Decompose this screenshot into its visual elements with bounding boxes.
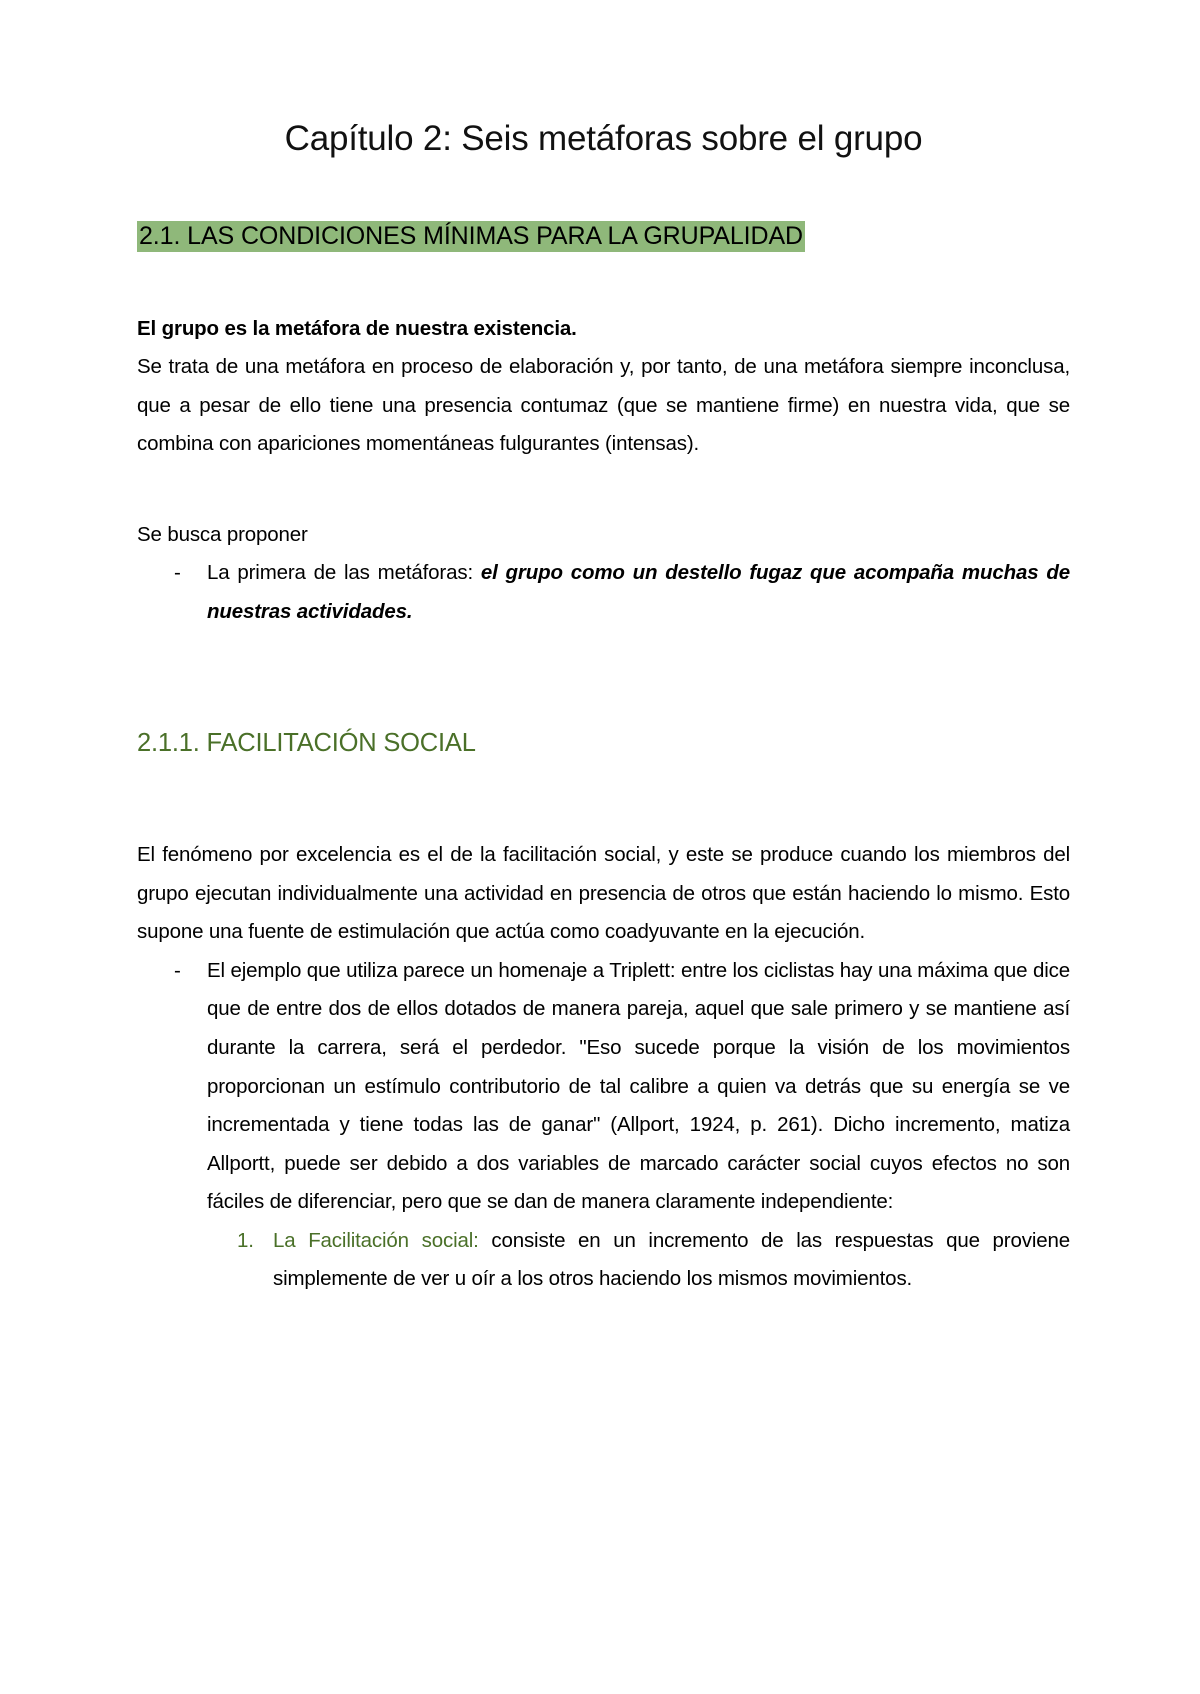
numbered-item-term: La Facilitación social: — [273, 1228, 479, 1252]
variables-numbered-list — [137, 1222, 1070, 1299]
subsection-heading: 2.1.1. FACILITACIÓN SOCIAL — [137, 729, 476, 758]
triplett-dash-list — [137, 952, 1070, 1222]
number-marker: 1. — [237, 1228, 254, 1252]
vertical-spacer — [137, 631, 1070, 727]
list-item — [137, 1222, 1070, 1299]
list-item — [137, 554, 1070, 631]
list-item-text: El ejemplo que utiliza parece un homenaje a Triplett: entre los ciclistas hay una máxima que dice que de entre dos de ellos dotados de manera pareja, aquel que sale primero y se mantiene así durante la carrera, será el perdedor. "Eso sucede porque la visión de los movimientos proporcionan un estímulo contributorio de tal calibre a quien va detrás que su energía se ve incrementada y tiene todas las de ganar" (Allport, 1924, p. 261). Dicho incremento, matiza Allportt, puede ser debido a dos variables de marcado carácter social cuyos efectos no son fáciles de diferenciar, pero que se dan de manera claramente independiente: — [207, 958, 1070, 1214]
paragraph-metafora-proceso: Se trata de una metáfora en proceso de elaboración y, por tanto, de una metáfora siempre inconclusa, que a pesar de ello tiene una presencia contumaz (que se mantiene firme) en nuestra vida, que se combina con apariciones momentáneas fulgurantes (intensas). — [137, 355, 1070, 456]
paragraph-facilitacion-social: El fenómeno por excelencia es el de la facilitación social, y este se produce cuando los miembros del grupo ejecutan individualmente una actividad en presencia de otros que están haciendo lo mismo. Esto supone una fuente de estimulación que actúa como coadyuvante en la ejecución. — [137, 843, 1070, 944]
numbered-item-definition: consiste en un incremento de las respuestas que proviene simplemente de ver u oír a los otros haciendo los mismos movimientos. — [273, 1228, 1070, 1291]
metaforas-dash-list — [137, 554, 1070, 631]
lead-sentence: El grupo es la metáfora de nuestra existencia. — [137, 316, 577, 340]
list-item-text-emphasis: el grupo como un destello fugaz que acompaña muchas de nuestras actividades. — [207, 561, 1070, 623]
list-item-text-plain: La primera de las metáforas: — [207, 561, 481, 585]
dash-bullet-marker: - — [174, 561, 181, 585]
dash-bullet-marker: - — [174, 958, 181, 982]
page-title: Capítulo 2: Seis metáforas sobre el grupo — [284, 119, 923, 158]
list-item — [137, 952, 1070, 1222]
section-heading-container — [137, 218, 1070, 256]
vertical-spacer — [137, 464, 1070, 516]
section-heading-highlighted: 2.1. LAS CONDICIONES MÍNIMAS PARA LA GRUPALIDAD — [139, 222, 804, 250]
paragraph-se-busca-proponer: Se busca proponer — [137, 522, 308, 546]
vertical-spacer — [137, 760, 1070, 836]
